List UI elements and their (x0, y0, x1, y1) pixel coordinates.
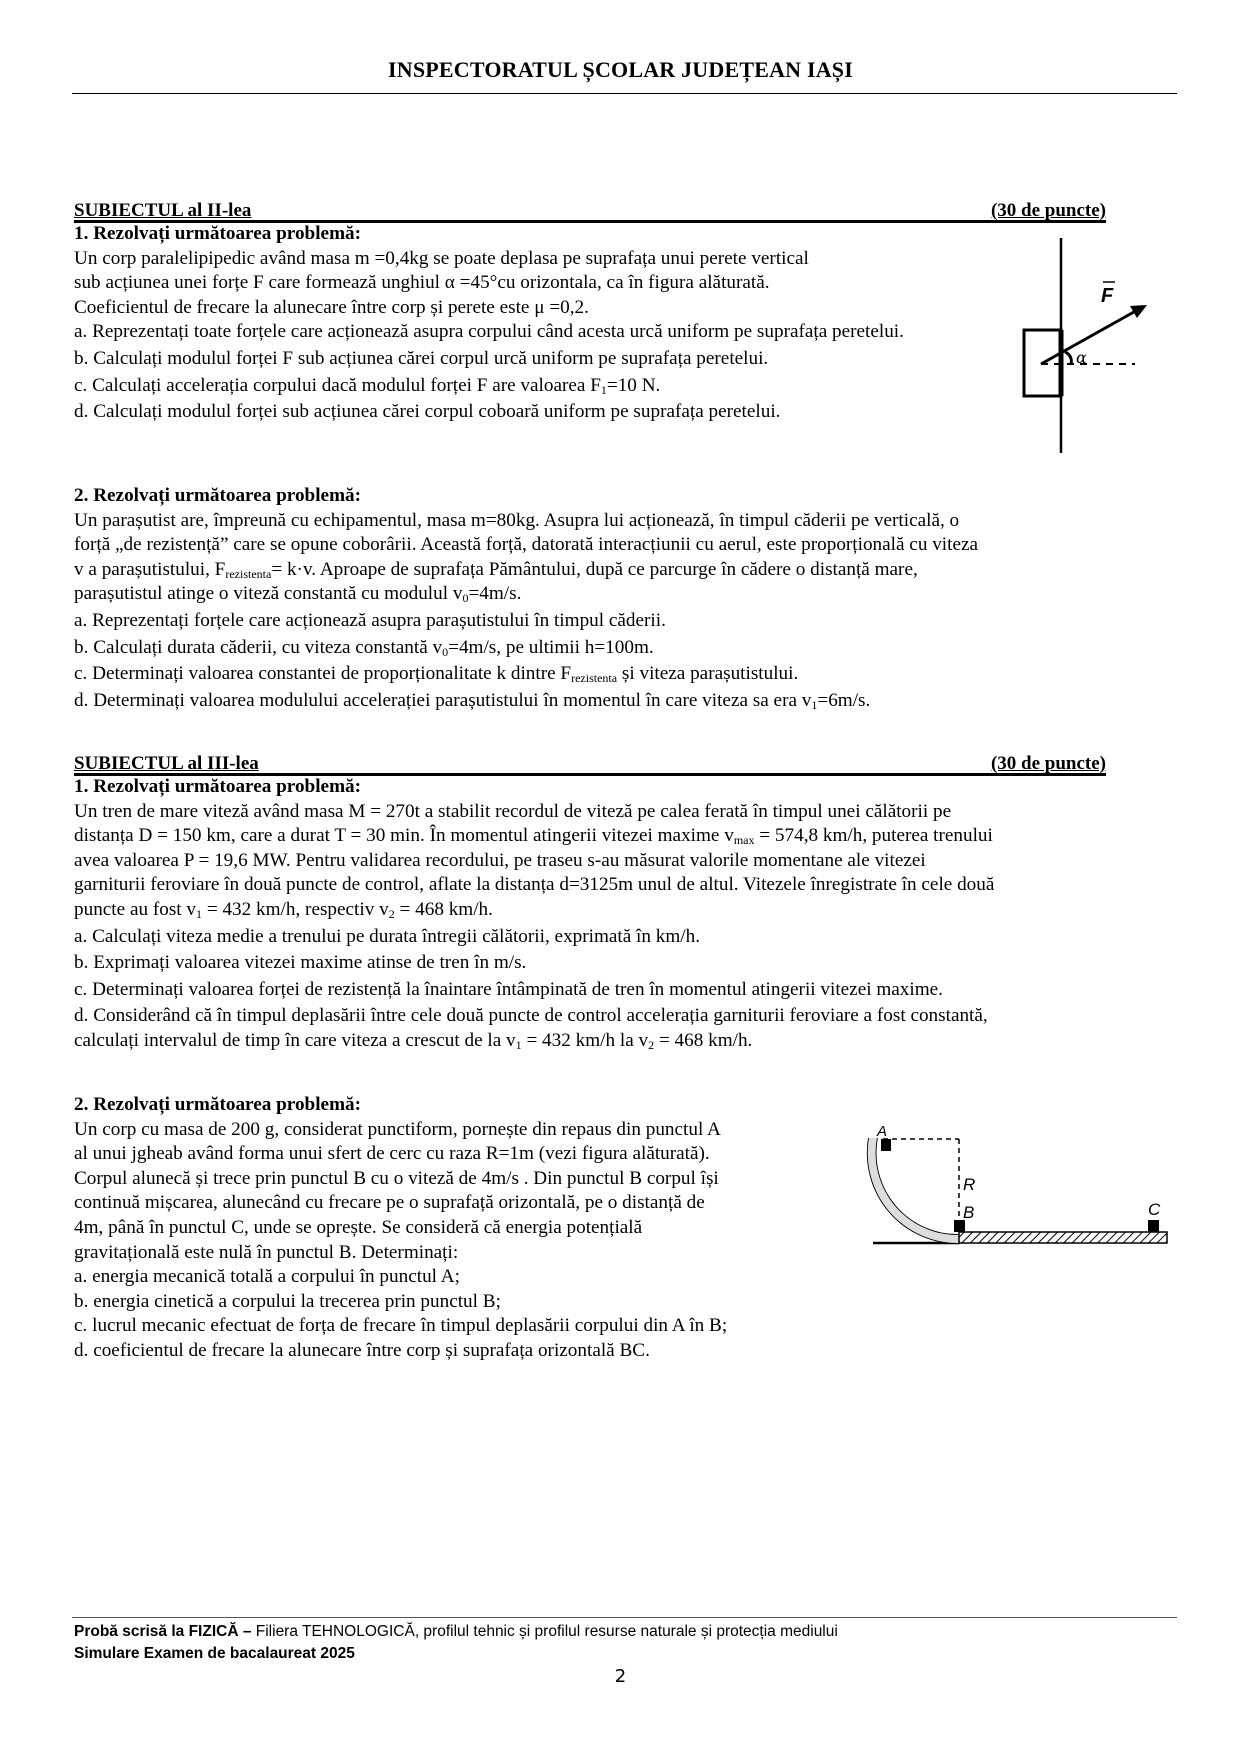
problem-statement-line (74, 558, 1172, 583)
label-a: A (877, 1123, 888, 1140)
chute-inner-edge (876, 1138, 959, 1235)
horizontal-surface (959, 1232, 1167, 1243)
angle-arc (1065, 352, 1071, 364)
question-a: a. Reprezentați forțele care acționează asupra parașutistului în timpul căderii. (74, 609, 666, 631)
subscript: 2 (388, 906, 395, 921)
subject-2-title: SUBIECTUL al II-lea (74, 200, 252, 221)
question-d: d. coeficientul de frecare la alunecare între corp și suprafața orizontală BC. (74, 1339, 650, 1361)
subject-3-problem-1 (74, 775, 1172, 1054)
problem-statement-line: gravitațională este nulă în punctul B. Determinați: (74, 1241, 459, 1263)
question-b (74, 636, 1172, 661)
force-vector (1041, 308, 1141, 364)
question-d: d. Calculați modulul forței sub acțiunea cărei corpul coboară uniform pe suprafața peretelui. (74, 401, 781, 423)
problem-statement-line (74, 824, 1172, 849)
subject-2-points: (30 de puncte) (990, 200, 1106, 221)
text-span: =4m/s. (468, 583, 522, 605)
problem-statement-line: Un parașutist are, împreună cu echipamentul, masa m=80kg. Asupra lui acționează, în timpul căderii pe verticală, o (74, 509, 960, 531)
question-c-text-end: =10 N. (606, 374, 661, 396)
text-span: = 432 km/h la v (521, 1029, 649, 1051)
subscript: rezistenta (225, 566, 272, 581)
subject-2-heading (74, 196, 1106, 223)
footer-line-2: Simulare Examen de bacalaureat 2025 (74, 1645, 355, 1662)
problem-heading: 1. Rezolvați următoarea problemă: (74, 223, 362, 244)
question-d-continued (74, 1029, 1172, 1054)
body-at-c (1148, 1220, 1159, 1232)
chute-fill (868, 1138, 959, 1243)
subscript: 1 (600, 382, 607, 397)
question-c: c. Determinați valoarea forței de rezistență la înaintare întâmpinată de tren în momentul atingerii vitezei maxime. (74, 978, 943, 1000)
problem-statement-line: garniturii feroviare în două puncte de control, aflate la distanța d=3125m unul de altul. Vitezele înregistrate în cele două (74, 874, 995, 896)
question-a: a. Calculați viteza medie a trenului pe durata întregii călătorii, exprimată în km/h. (74, 925, 701, 947)
question-b: b. energia cinetică a corpului la trecerea prin punctul B; (74, 1290, 501, 1312)
text-span: =4m/s, pe ultimii h=100m. (448, 636, 654, 658)
problem-statement-line: avea valoarea P = 19,6 MW. Pentru validarea recordului, pe traseu s-au măsurat valorile momentane ale vitezei (74, 849, 926, 871)
subject-3-problem-2 (74, 1093, 857, 1364)
text-span: distanța D = 150 km, care a durat T = 30 min. În momentul atingerii vitezei maxime v (74, 825, 734, 847)
question-c (74, 374, 994, 399)
problem-statement-line: Un corp cu masa de 200 g, considerat punctiform, pornește din repaus din punctul A (74, 1118, 721, 1140)
question-c-text: c. Calculați accelerația corpului dacă modulul forței F are valoarea F (74, 374, 601, 396)
problem-statement-line (74, 898, 1172, 923)
text-span: = 468 km/h. (394, 898, 493, 920)
problem-heading: 1. Rezolvați următoarea problemă: (74, 776, 362, 797)
header-divider (72, 93, 1177, 94)
footer-exam-track: Filiera TEHNOLOGICĂ, profilul tehnic și profilul resurse naturale și protecția mediului (255, 1623, 838, 1640)
subscript: 1 (811, 697, 818, 712)
label-r: R (963, 1175, 976, 1194)
text-span: = 468 km/h. (654, 1029, 753, 1051)
subscript: 2 (648, 1037, 655, 1052)
force-label: F (1101, 285, 1114, 307)
problem-statement-line: Un corp paralelipipedic având masa m =0,4kg se poate deplasa pe suprafața unui perete vertical (74, 247, 809, 269)
question-c: c. lucrul mecanic efectuat de forța de frecare în timpul deplasării corpului din A în B; (74, 1315, 728, 1337)
text-span: = k·v. Aproape de suprafața Pământului, după ce parcurge în cădere o distanță mare, (271, 558, 918, 580)
text-span: calculați intervalul de timp în care viteza a crescut de la v (74, 1029, 516, 1051)
problem-statement-line: al unui jgheab având forma unui sfert de cerc cu raza R=1m (vezi figura alăturată). (74, 1143, 710, 1165)
subscript: 0 (442, 644, 449, 659)
text-span: b. Calculați durata căderii, cu viteza constantă v (74, 636, 443, 658)
subscript: max (733, 833, 755, 848)
text-span: v a parașutistului, F (74, 558, 226, 580)
page-number: 2 (614, 1666, 627, 1687)
problem-statement-line: Corpul alunecă și trece prin punctul B cu o viteză de 4m/s . Din punctul B corpul își (74, 1167, 719, 1189)
problem-statement-line (74, 582, 1172, 607)
document-header: INSPECTORATUL ȘCOLAR JUDEȚEAN IAȘI (387, 57, 854, 82)
subscript: rezistenta (571, 671, 618, 686)
subscript: 1 (515, 1037, 522, 1052)
subscript: 0 (462, 591, 469, 606)
problem-statement-line: Un tren de mare viteză având masa M = 270t a stabilit recordul de viteză pe calea ferată în timpul unei călătorii pe (74, 800, 952, 822)
footer-line-1 (74, 1623, 838, 1641)
problem-statement-line: Coeficientul de frecare la alunecare între corp și perete este μ =0,2. (74, 296, 589, 318)
problem-statement-line: sub acțiunea unei forțe F care formează unghiul α =45°cu orizontala, ca în figura alăturată. (74, 272, 770, 294)
problem-heading: 2. Rezolvați următoarea problemă: (74, 485, 362, 506)
text-span: și viteza parașutistului. (617, 663, 799, 685)
question-d (74, 689, 1172, 714)
question-b: b. Exprimați valoarea vitezei maxime atinse de tren în m/s. (74, 952, 527, 974)
text-span: d. Determinați valoarea modulului accelerației parașutistului în momentul în care viteza sa era v (74, 689, 812, 711)
subject-3-heading (74, 749, 1106, 776)
text-span: puncte au fost v (74, 898, 197, 920)
wall-force-figure (1005, 238, 1155, 458)
subject-3-title: SUBIECTUL al III-lea (74, 753, 259, 774)
question-c (74, 662, 1172, 687)
question-a: a. energia mecanică totală a corpului în punctul A; (74, 1266, 460, 1288)
label-c: C (1148, 1200, 1161, 1219)
problem-statement-line: continuă mișcarea, alunecând cu frecare pe o suprafață orizontală, pe o distanță de (74, 1192, 705, 1214)
label-b: B (963, 1203, 975, 1222)
text-span: =6m/s. (817, 689, 871, 711)
problem-statement-line: 4m, până în punctul C, unde se oprește. Se consideră că energia potențială (74, 1216, 643, 1238)
text-span: parașutistul atinge o viteză constantă cu modulul v (74, 583, 463, 605)
quarter-circle-chute-figure (865, 1110, 1170, 1250)
question-d: d. Considerând că în timpul deplasării între cele două puncte de control accelerația garniturii feroviare a fost constantă, (74, 1005, 988, 1027)
subject-3-points: (30 de puncte) (990, 753, 1106, 774)
subject-2-problem-2 (74, 484, 1172, 713)
question-b: b. Calculați modulul forței F sub acțiunea cărei corpul urcă uniform pe suprafața peretelui. (74, 347, 769, 369)
body-at-a (881, 1139, 891, 1151)
text-span: = 432 km/h, respectiv v (202, 898, 389, 920)
question-a: a. Reprezentați toate forțele care acționează asupra corpului când acesta urcă uniform pe suprafața peretelui. (74, 321, 904, 343)
text-span: = 574,8 km/h, puterea trenului (754, 825, 993, 847)
footer-exam-title: Probă scrisă la FIZICĂ – (74, 1623, 256, 1640)
subject-2-problem-1 (74, 222, 994, 425)
footer-divider (72, 1617, 1177, 1618)
problem-heading: 2. Rezolvați următoarea problemă: (74, 1094, 362, 1115)
subscript: 1 (196, 906, 203, 921)
problem-statement-line: forță „de rezistență” care se opune coborârii. Această forță, datorată interacțiunii cu aerul, este proporțională cu viteza (74, 534, 979, 556)
text-span: c. Determinați valoarea constantei de proporționalitate k dintre F (74, 663, 572, 685)
angle-label: α (1076, 348, 1087, 367)
